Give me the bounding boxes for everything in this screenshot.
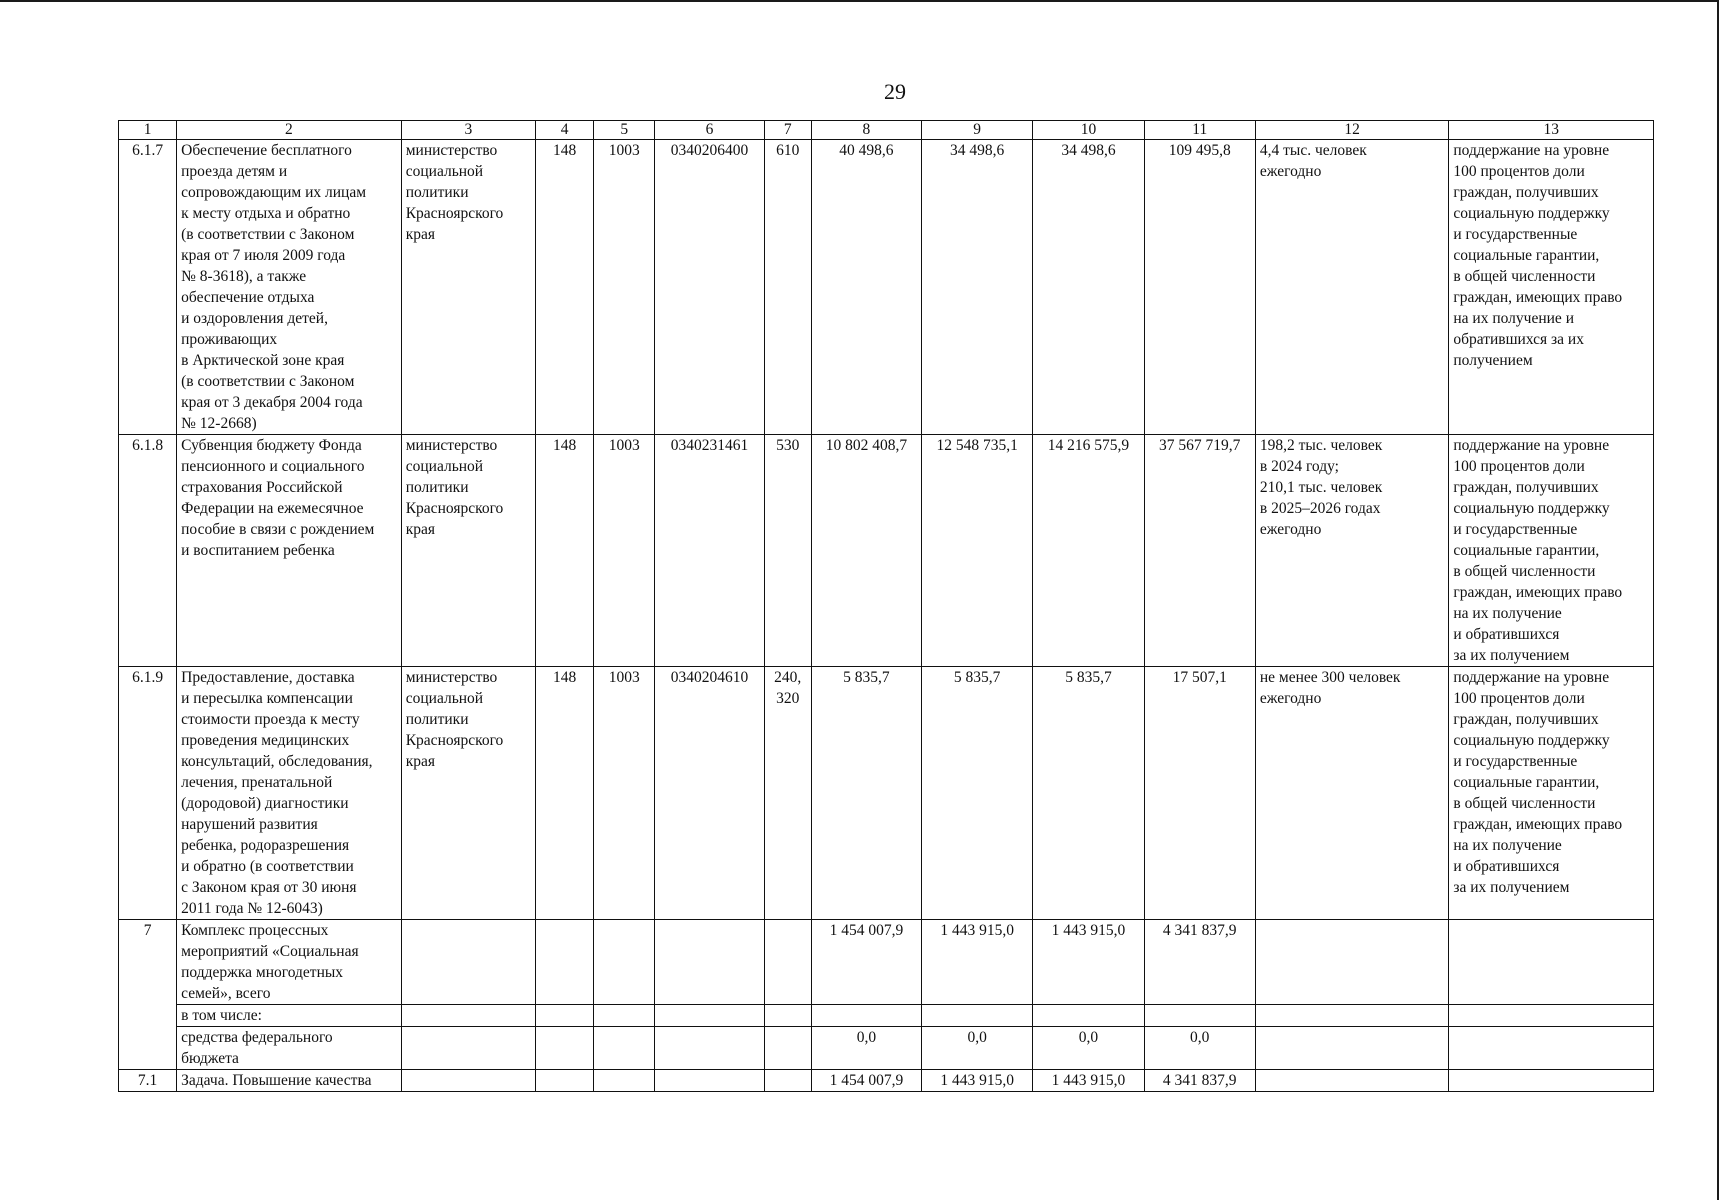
amount-2025: 34 498,6: [922, 140, 1033, 435]
empty-cell: [536, 1005, 594, 1027]
empty-cell: [401, 1005, 535, 1027]
empty-cell: [594, 1070, 655, 1092]
row-id: 7: [119, 920, 177, 1070]
empty-cell: [1255, 920, 1449, 1005]
empty-cell: [594, 1027, 655, 1070]
empty-cell: [401, 920, 535, 1005]
column-number-row: [119, 121, 1654, 140]
vr-code: 530: [764, 435, 811, 667]
grbs-code: 148: [536, 435, 594, 667]
column-number: 5: [594, 121, 655, 140]
task-row: [119, 1070, 1654, 1092]
executor: министерство социальной политики Красноярского края: [401, 140, 535, 435]
amount-2026: 1 443 915,0: [1033, 920, 1144, 1005]
amount-2024: 5 835,7: [811, 667, 921, 920]
amount-2026: 5 835,7: [1033, 667, 1144, 920]
column-number: 9: [922, 121, 1033, 140]
empty-cell: [1033, 1005, 1144, 1027]
federal-budget-label: средства федерального бюджета: [177, 1027, 402, 1070]
amount-2025: 12 548 735,1: [922, 435, 1033, 667]
expected-result: 198,2 тыс. человек в 2024 году; 210,1 тыс. человек в 2025–2026 годах ежегодно: [1255, 435, 1449, 667]
empty-cell: [594, 1005, 655, 1027]
empty-cell: [764, 1070, 811, 1092]
amount-2026: 0,0: [1033, 1027, 1144, 1070]
rzpr-code: 1003: [594, 435, 655, 667]
empty-cell: [1449, 920, 1654, 1005]
empty-cell: [1449, 1027, 1654, 1070]
empty-cell: [536, 920, 594, 1005]
empty-cell: [655, 1027, 764, 1070]
empty-cell: [1144, 1005, 1255, 1027]
amount-2024: 1 454 007,9: [811, 1070, 921, 1092]
column-number: 13: [1449, 121, 1654, 140]
amount-total: 17 507,1: [1144, 667, 1255, 920]
executor: министерство социальной политики Красноярского края: [401, 667, 535, 920]
empty-cell: [1255, 1027, 1449, 1070]
column-number: 2: [177, 121, 402, 140]
measure-name: Задача. Повышение качества: [177, 1070, 402, 1092]
column-number: 4: [536, 121, 594, 140]
amount-2024: 10 802 408,7: [811, 435, 921, 667]
column-number: 1: [119, 121, 177, 140]
row-id: 6.1.8: [119, 435, 177, 667]
measure-name: Субвенция бюджету Фонда пенсионного и социального страхования Российской Федерации на ежемесячное пособие в связи с рождением и воспитанием ребенка: [177, 435, 402, 667]
csr-code: 0340231461: [655, 435, 764, 667]
column-number: 11: [1144, 121, 1255, 140]
measure-name: Предоставление, доставка и пересылка компенсации стоимости проезда к месту проведения медицинских консультаций, обследования, лечения, пренатальной (дородовой) диагностики нарушений развития ребенка, родоразрешения и обратно (в соответствии с Законом края от 30 июня 2011 года № 12-6043): [177, 667, 402, 920]
indicator: поддержание на уровне 100 процентов доли граждан, получивших социальную поддержку и государственные социальные гарантии, в общей численности граждан, имеющих право на их получение и обратившихся за их получением: [1449, 667, 1654, 920]
amount-2025: 1 443 915,0: [922, 920, 1033, 1005]
amount-total: 109 495,8: [1144, 140, 1255, 435]
row-id: 6.1.7: [119, 140, 177, 435]
empty-cell: [536, 1027, 594, 1070]
empty-cell: [401, 1027, 535, 1070]
empty-cell: [536, 1070, 594, 1092]
amount-2024: 0,0: [811, 1027, 921, 1070]
table-row: [119, 140, 1654, 435]
amount-2025: 0,0: [922, 1027, 1033, 1070]
amount-total: 37 567 719,7: [1144, 435, 1255, 667]
amount-total: 4 341 837,9: [1144, 920, 1255, 1005]
expected-result: не менее 300 человек ежегодно: [1255, 667, 1449, 920]
empty-cell: [1255, 1070, 1449, 1092]
budget-table: [118, 120, 1654, 1092]
row-id: 7.1: [119, 1070, 177, 1092]
amount-2026: 34 498,6: [1033, 140, 1144, 435]
column-number: 3: [401, 121, 535, 140]
amount-2025: 5 835,7: [922, 667, 1033, 920]
csr-code: 0340206400: [655, 140, 764, 435]
empty-cell: [655, 920, 764, 1005]
amount-2026: 14 216 575,9: [1033, 435, 1144, 667]
indicator: поддержание на уровне 100 процентов доли граждан, получивших социальную поддержку и государственные социальные гарантии, в общей численности граждан, имеющих право на их получение и обратившихся за их получением: [1449, 140, 1654, 435]
measure-name: Комплекс процессных мероприятий «Социальная поддержка многодетных семей», всего: [177, 920, 402, 1005]
amount-2025: 1 443 915,0: [922, 1070, 1033, 1092]
empty-cell: [764, 1005, 811, 1027]
empty-cell: [655, 1005, 764, 1027]
empty-cell: [1449, 1070, 1654, 1092]
column-number: 8: [811, 121, 921, 140]
rzpr-code: 1003: [594, 667, 655, 920]
rzpr-code: 1003: [594, 140, 655, 435]
amount-total: 0,0: [1144, 1027, 1255, 1070]
amount-2024: 1 454 007,9: [811, 920, 921, 1005]
grbs-code: 148: [536, 140, 594, 435]
page-number: 29: [884, 79, 906, 104]
empty-cell: [594, 920, 655, 1005]
empty-cell: [401, 1070, 535, 1092]
column-number: 10: [1033, 121, 1144, 140]
column-number: 12: [1255, 121, 1449, 140]
expected-result: 4,4 тыс. человек ежегодно: [1255, 140, 1449, 435]
column-number: 6: [655, 121, 764, 140]
csr-code: 0340204610: [655, 667, 764, 920]
amount-2026: 1 443 915,0: [1033, 1070, 1144, 1092]
empty-cell: [811, 1005, 921, 1027]
measure-name: Обеспечение бесплатного проезда детям и сопровождающим их лицам к месту отдыха и обратно (в соответствии с Законом края от 7 июля 2009 года № 8-3618), а также обеспечение отдыха и оздоровления детей, проживающих в Арктической зоне края (в соответствии с Законом края от 3 декабря 2004 года № 12-2668): [177, 140, 402, 435]
table-row: [119, 435, 1654, 667]
table-row: [119, 667, 1654, 920]
scan-edge-top: [0, 0, 1719, 2]
column-number: 7: [764, 121, 811, 140]
empty-cell: [764, 920, 811, 1005]
including-row: [119, 1005, 1654, 1027]
grbs-code: 148: [536, 667, 594, 920]
empty-cell: [655, 1070, 764, 1092]
empty-cell: [764, 1027, 811, 1070]
amount-2024: 40 498,6: [811, 140, 921, 435]
federal-budget-row: [119, 1027, 1654, 1070]
complex-total-row: [119, 920, 1654, 1005]
executor: министерство социальной политики Красноярского края: [401, 435, 535, 667]
empty-cell: [922, 1005, 1033, 1027]
empty-cell: [1255, 1005, 1449, 1027]
amount-total: 4 341 837,9: [1144, 1070, 1255, 1092]
vr-code: 610: [764, 140, 811, 435]
including-label: в том числе:: [177, 1005, 402, 1027]
row-id: 6.1.9: [119, 667, 177, 920]
indicator: поддержание на уровне 100 процентов доли граждан, получивших социальную поддержку и государственные социальные гарантии, в общей численности граждан, имеющих право на их получение и обратившихся за их получением: [1449, 435, 1654, 667]
empty-cell: [1449, 1005, 1654, 1027]
vr-code: 240, 320: [764, 667, 811, 920]
